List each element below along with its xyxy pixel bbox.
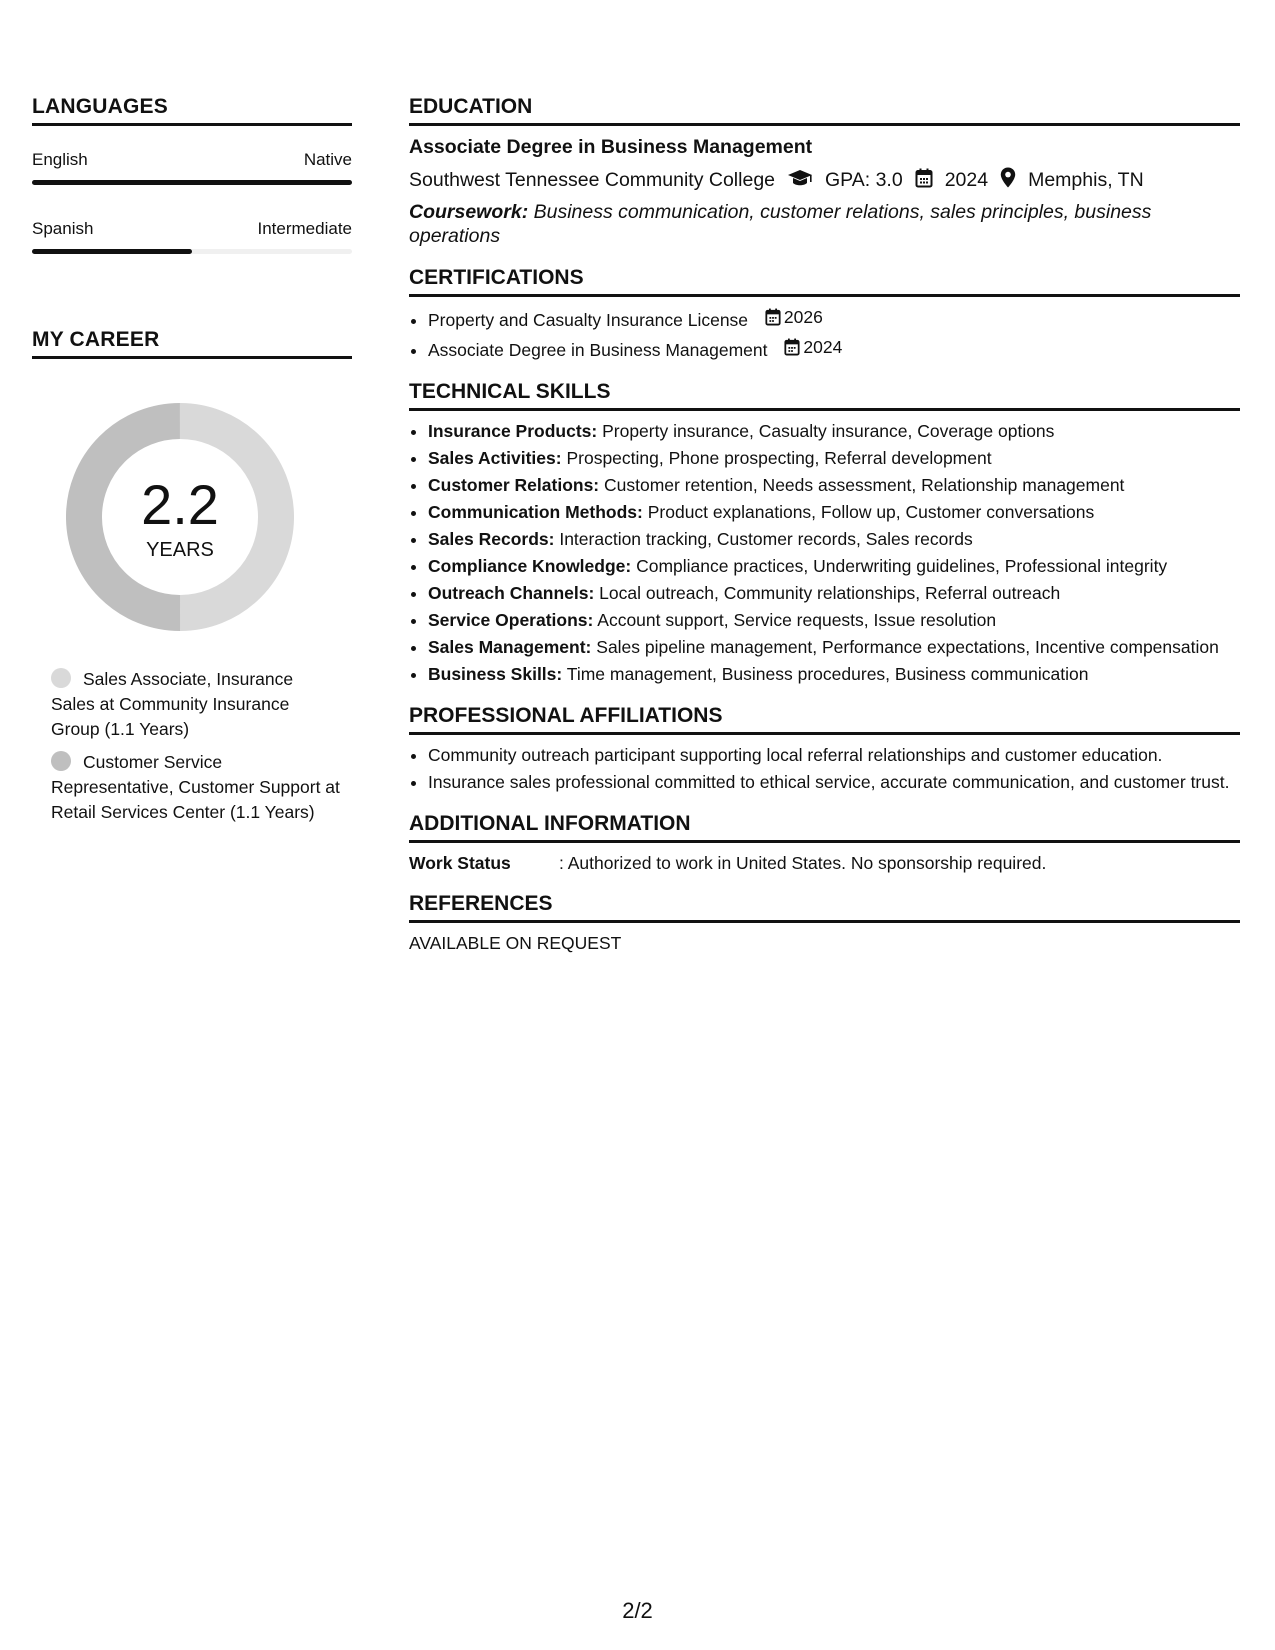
education-gpa: GPA: 3.0 — [825, 169, 903, 191]
education-school: Southwest Tennessee Community College — [409, 169, 776, 191]
certification-year: 2024 — [803, 337, 843, 357]
skill-label: Customer Relations: — [428, 475, 600, 495]
calendar-icon — [765, 308, 781, 326]
skill-item — [428, 662, 1240, 686]
affiliations-section — [409, 704, 1240, 794]
skill-label: Service Operations: — [428, 610, 594, 630]
affiliations-list — [409, 743, 1240, 794]
language-proficiency-bar — [32, 249, 352, 254]
career-heading: MY CAREER — [32, 328, 352, 359]
skill-item — [428, 473, 1240, 497]
education-meta — [409, 167, 1240, 194]
certification-item — [428, 335, 1240, 362]
skills-list — [409, 419, 1240, 686]
calendar-icon — [784, 338, 800, 356]
skill-item — [428, 581, 1240, 605]
education-year: 2024 — [944, 169, 989, 191]
calendar-icon — [915, 168, 933, 194]
certifications-section — [409, 266, 1240, 362]
education-location: Memphis, TN — [1028, 169, 1144, 191]
skill-value: Account support, Service requests, Issue resolution — [597, 610, 997, 630]
education-coursework — [409, 200, 1240, 248]
skill-item — [428, 608, 1240, 632]
references-heading: REFERENCES — [409, 892, 1240, 923]
work-status-value: : Authorized to work in United States. No sponsorship required. — [559, 853, 1047, 873]
skill-label: Compliance Knowledge: — [428, 556, 632, 576]
career-entry-text: Sales Associate, Insurance Sales at Community Insurance Group (1.1 Years) — [51, 669, 294, 739]
donut-center — [66, 403, 294, 631]
skill-label: Sales Records: — [428, 529, 555, 549]
skill-value: Interaction tracking, Customer records, Sales records — [559, 529, 973, 549]
skill-item — [428, 527, 1240, 551]
career-total-unit: YEARS — [146, 539, 214, 561]
certification-year: 2026 — [783, 307, 823, 327]
additional-info-section — [409, 812, 1240, 874]
affiliation-item: • Community outreach participant supporting local referral relationships and customer education. — [428, 743, 1240, 767]
language-item — [32, 150, 352, 185]
affiliation-item: • Insurance sales professional committed to ethical service, accurate communication, and customer trust. — [428, 770, 1240, 794]
skill-value: Time management, Business procedures, Business communication — [566, 664, 1089, 684]
career-legend-item — [51, 750, 341, 825]
skill-label: Insurance Products: — [428, 421, 598, 441]
references-section — [409, 892, 1240, 954]
language-proficiency-fill — [32, 249, 192, 254]
graduation-cap-icon — [787, 168, 813, 194]
certification-item — [428, 305, 1240, 332]
languages-heading: LANGUAGES — [32, 95, 352, 126]
skill-item — [428, 446, 1240, 470]
references-text: AVAILABLE ON REQUEST — [409, 933, 622, 953]
education-degree: Associate Degree in Business Management — [409, 136, 813, 158]
career-total-value: 2.2 — [141, 473, 219, 536]
skill-item — [428, 554, 1240, 578]
work-status-row — [409, 853, 1240, 874]
right-column — [409, 95, 1240, 972]
language-proficiency-fill — [32, 180, 352, 185]
language-level: Native — [303, 150, 352, 169]
career-legend-item — [51, 667, 341, 742]
skill-value: Property insurance, Casualty insurance, Coverage options — [602, 421, 1055, 441]
skill-item — [428, 500, 1240, 524]
skill-value: Compliance practices, Underwriting guidelines, Professional integrity — [636, 556, 1168, 576]
coursework-label: Coursework: — [409, 201, 529, 223]
skill-label: Communication Methods: — [428, 502, 643, 522]
skill-value: Local outreach, Community relationships, Referral outreach — [599, 583, 1061, 603]
page-number: 2/2 — [622, 1598, 653, 1623]
career-entry-text: Customer Service Representative, Customer Support at Retail Services Center (1.1 Years) — [51, 752, 340, 822]
legend-dot-icon — [51, 751, 71, 771]
skills-section — [409, 380, 1240, 686]
language-name: Spanish — [32, 219, 94, 238]
certification-name: Property and Casualty Insurance License — [428, 310, 749, 330]
skill-value: Prospecting, Phone prospecting, Referral development — [566, 448, 992, 468]
skill-label: Sales Activities: — [428, 448, 562, 468]
legend-dot-icon — [51, 668, 71, 688]
career-legend — [51, 667, 341, 825]
education-section — [409, 95, 1240, 248]
skill-item — [428, 635, 1240, 659]
skill-label: Outreach Channels: — [428, 583, 595, 603]
language-level: Intermediate — [257, 219, 352, 238]
skill-label: Business Skills: — [428, 664, 563, 684]
additional-info-heading: ADDITIONAL INFORMATION — [409, 812, 1240, 843]
left-column — [32, 95, 352, 833]
language-proficiency-bar — [32, 180, 352, 185]
location-pin-icon — [1000, 167, 1016, 194]
certification-name: Associate Degree in Business Management — [428, 340, 768, 360]
certifications-heading: CERTIFICATIONS — [409, 266, 1240, 297]
career-donut-chart — [66, 403, 294, 631]
skills-heading: TECHNICAL SKILLS — [409, 380, 1240, 411]
language-item — [32, 219, 352, 254]
skill-item — [428, 419, 1240, 443]
language-name: English — [32, 150, 88, 169]
work-status-label: Work Status — [409, 853, 511, 873]
skill-value: Product explanations, Follow up, Customer conversations — [647, 502, 1095, 522]
skill-value: Customer retention, Needs assessment, Relationship management — [604, 475, 1125, 495]
skill-value: Sales pipeline management, Performance expectations, Incentive compensation — [596, 637, 1219, 657]
education-heading: EDUCATION — [409, 95, 1240, 126]
affiliations-heading: PROFESSIONAL AFFILIATIONS — [409, 704, 1240, 735]
coursework-text: Business communication, customer relations, sales principles, business operations — [409, 201, 1152, 247]
certifications-list — [409, 305, 1240, 362]
skill-label: Sales Management: — [428, 637, 592, 657]
